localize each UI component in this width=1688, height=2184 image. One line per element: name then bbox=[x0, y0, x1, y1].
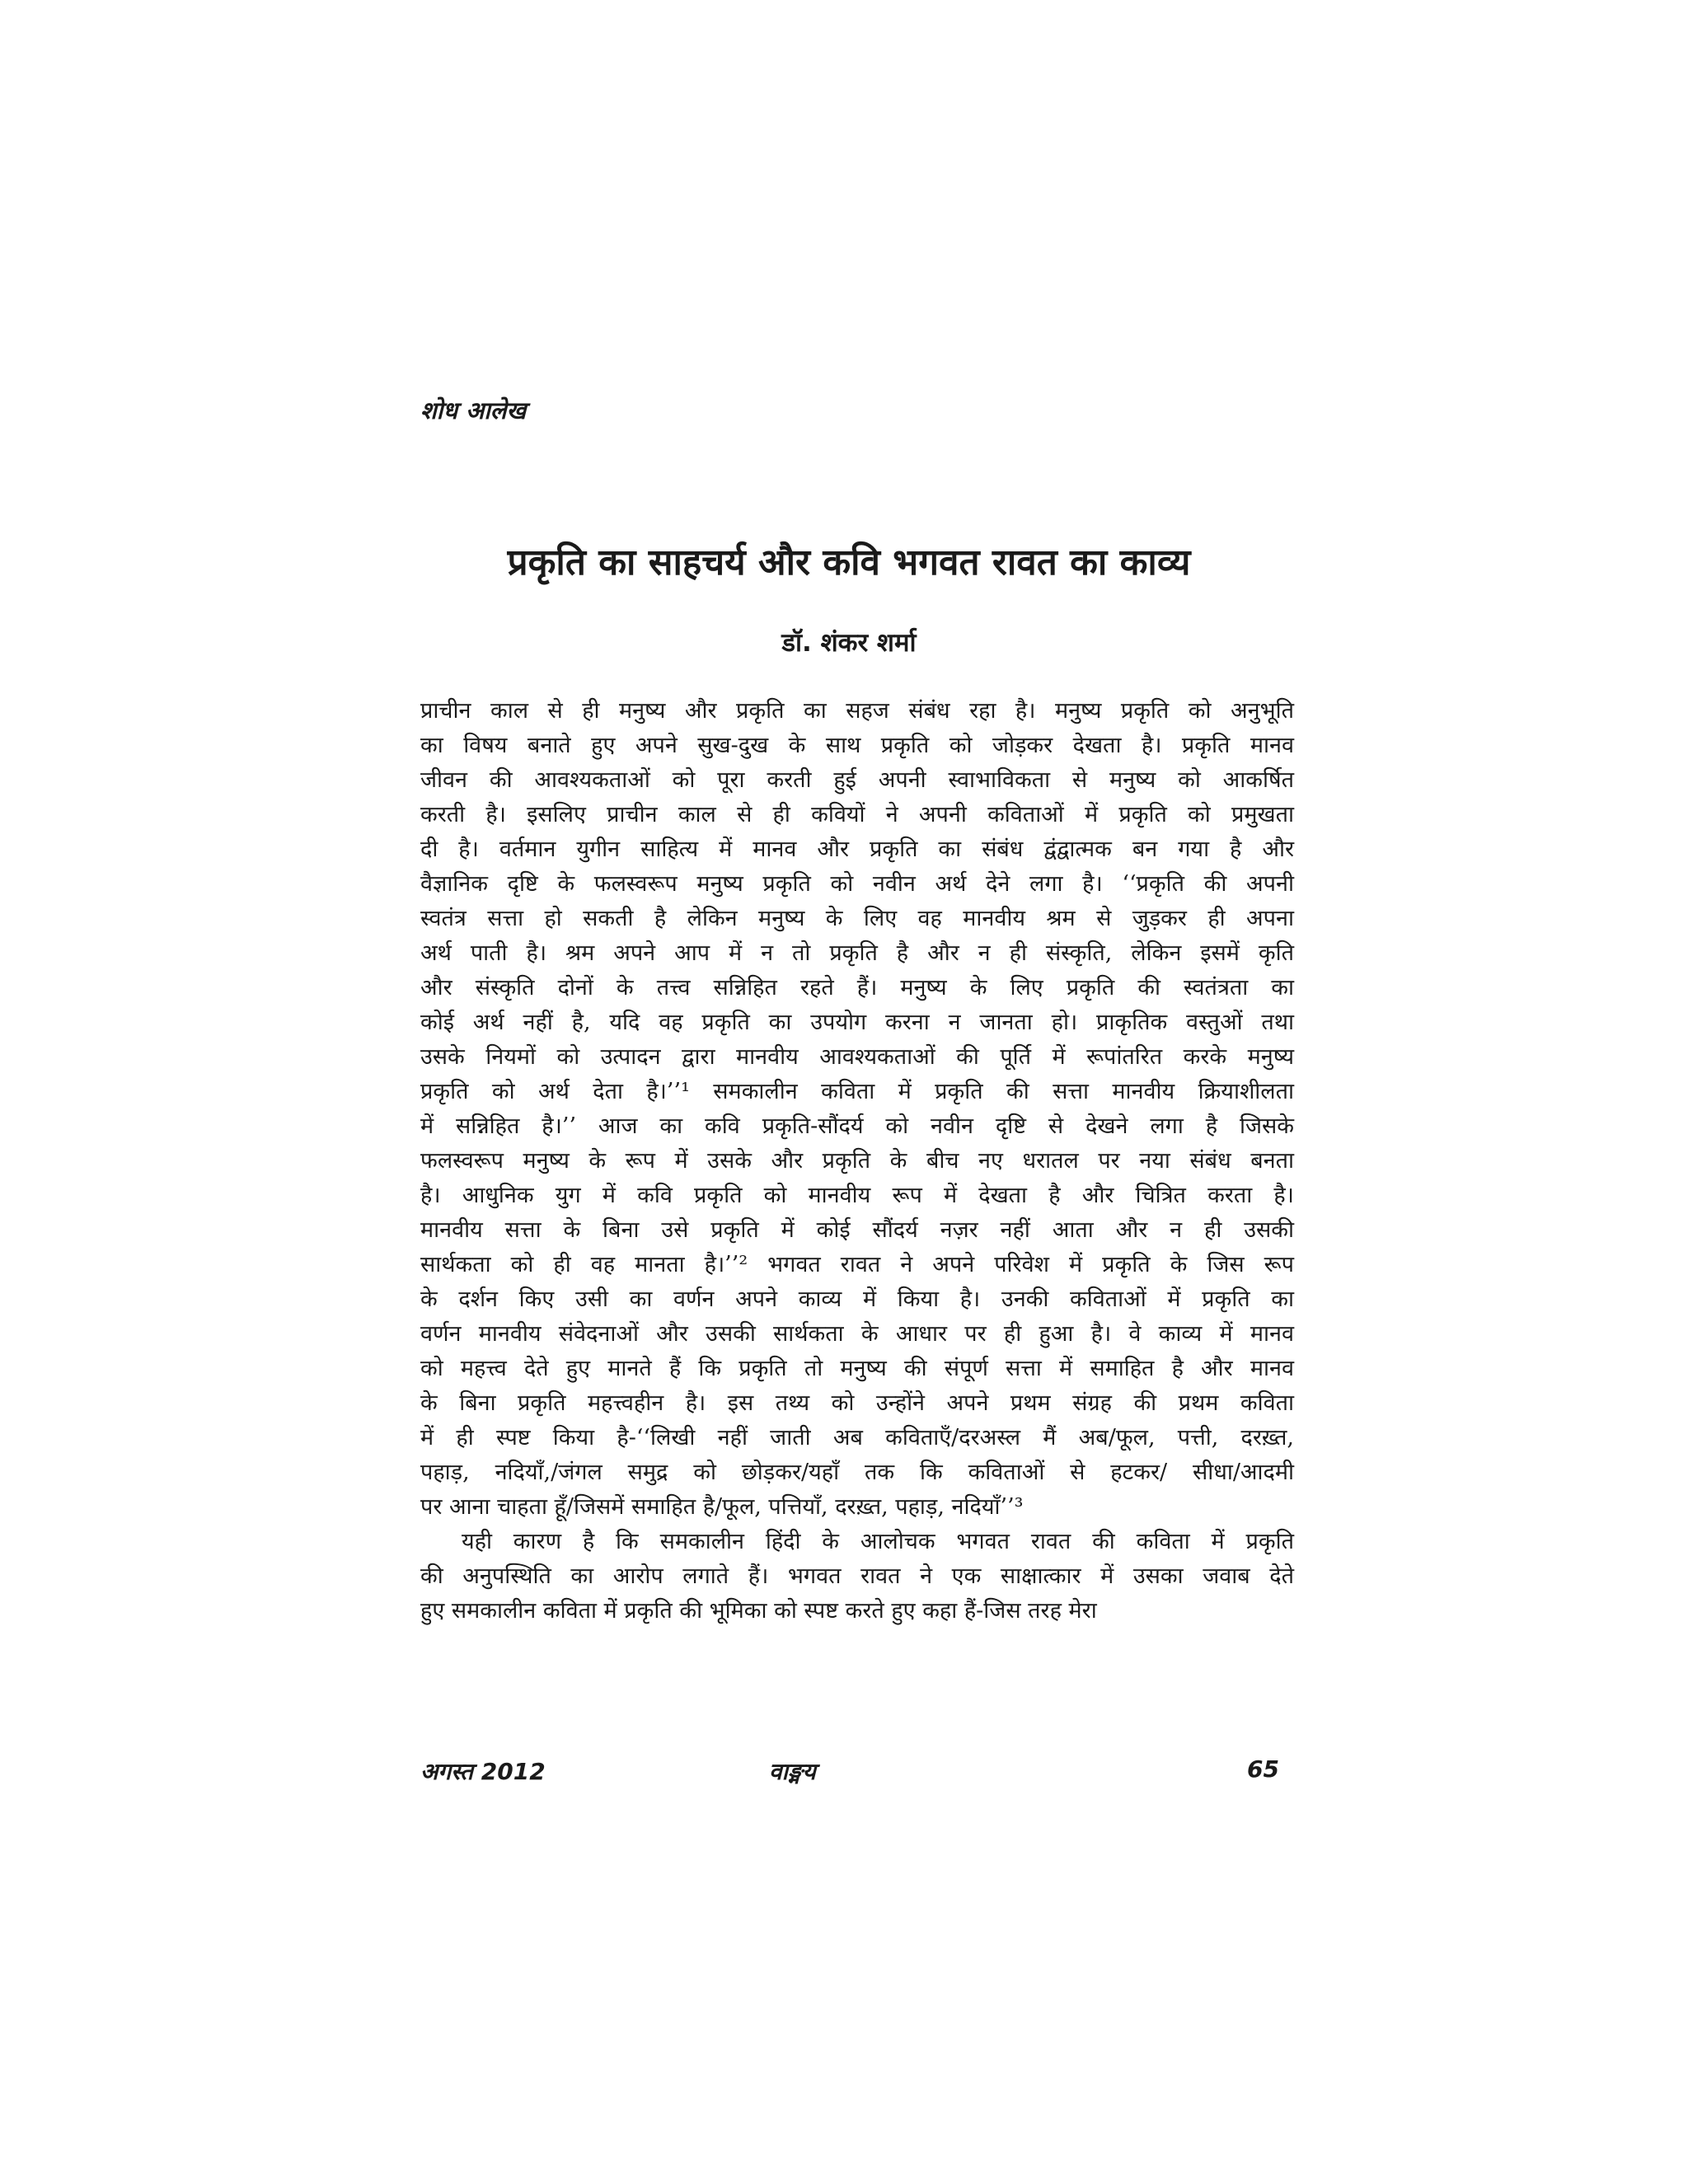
article-body bbox=[420, 694, 1294, 1629]
text-line: यही कारण है कि समकालीन हिंदी के आलोचक भगवत रावत की कविता में प्रकृति bbox=[462, 1529, 1294, 1554]
text-line: सार्थकता को ही वह मानता है।’’² भगवत रावत ने अपने परिवेश में प्रकृति के जिस रूप bbox=[420, 1252, 1294, 1277]
text-line: प्रकृति को अर्थ देता है।’’¹ समकालीन कविता में प्रकृति की सत्ता मानवीय क्रियाशीलता bbox=[420, 1079, 1294, 1104]
text-line: अर्थ पाती है। श्रम अपने आप में न तो प्रकृति है और न ही संस्कृति, लेकिन इसमें कृति bbox=[420, 940, 1294, 966]
text-line: मानवीय सत्ता के बिना उसे प्रकृति में कोई सौंदर्य नज़र नहीं आता और न ही उसकी bbox=[420, 1217, 1294, 1243]
text-line: के बिना प्रकृति महत्त्वहीन है। इस तथ्य को उन्होंने अपने प्रथम संग्रह की प्रथम कविता bbox=[420, 1390, 1294, 1416]
paragraph-2 bbox=[420, 1525, 1294, 1629]
text-line: में ही स्पष्ट किया है-‘‘लिखी नहीं जाती अब कविताएँ/दरअस्ल मैं अब/फूल, पत्ती, दरख़्त, bbox=[420, 1425, 1294, 1451]
text-line: पर आना चाहता हूँ/जिसमें समाहित है/फूल, पत्तियाँ, दरख़्त, पहाड़, नदियाँ’’³ bbox=[420, 1494, 1024, 1520]
text-line: का विषय बनाते हुए अपने सुख-दुख के साथ प्रकृति को जोड़कर देखता है। प्रकृति मानव bbox=[420, 733, 1294, 758]
text-line: करती है। इसलिए प्राचीन काल से ही कवियों ने अपनी कविताओं में प्रकृति को प्रमुखता bbox=[420, 802, 1294, 827]
text-line: है। आधुनिक युग में कवि प्रकृति को मानवीय रूप में देखता है और चित्रित करता है। bbox=[420, 1183, 1294, 1208]
text-line: दी है। वर्तमान युगीन साहित्य में मानव और प्रकृति का संबंध द्वंद्वात्मक बन गया है और bbox=[420, 837, 1294, 862]
text-line: पहाड़, नदियाँ,/जंगल समुद्र को छोड़कर/यहाँ तक कि कविताओं से हटकर/ सीधा/आदमी bbox=[420, 1460, 1294, 1485]
text-line: हुए समकालीन कविता में प्रकृति की भूमिका को स्पष्ट करते हुए कहा हैं-जिस तरह मेरा bbox=[420, 1598, 1097, 1624]
text-line: वर्णन मानवीय संवेदनाओं और उसकी सार्थकता के आधार पर ही हुआ है। वे काव्य में मानव bbox=[420, 1321, 1294, 1347]
text-line: फलस्वरूप मनुष्य के रूप में उसके और प्रकृति के बीच नए धरातल पर नया संबंध बनता bbox=[420, 1148, 1294, 1174]
text-line: उसके नियमों को उत्पादन द्वारा मानवीय आवश्यकताओं की पूर्ति में रूपांतरित करके मनुष्य bbox=[420, 1044, 1294, 1070]
footer-page-number: 65 bbox=[1247, 1755, 1279, 1783]
footer-journal-name: वाङ्मय bbox=[769, 1758, 816, 1785]
text-line: वैज्ञानिक दृष्टि के फलस्वरूप मनुष्य प्रकृति को नवीन अर्थ देने लगा है। ‘‘प्रकृति की अपनी bbox=[420, 871, 1294, 897]
text-line: के दर्शन किए उसी का वर्णन अपने काव्य में किया है। उनकी कविताओं में प्रकृति का bbox=[420, 1286, 1294, 1312]
text-line: स्वतंत्र सत्ता हो सकती है लेकिन मनुष्य के लिए वह मानवीय श्रम से जुड़कर ही अपना bbox=[420, 906, 1294, 931]
author-name: डॉ. शंकर शर्मा bbox=[781, 628, 917, 658]
text-line: प्राचीन काल से ही मनुष्य और प्रकृति का सहज संबंध रहा है। मनुष्य प्रकृति को अनुभूति bbox=[420, 698, 1294, 724]
text-line: जीवन की आवश्यकताओं को पूरा करती हुई अपनी स्वाभाविकता से मनुष्य को आकर्षित bbox=[420, 767, 1294, 793]
page-footer bbox=[420, 1755, 1294, 1788]
text-line: कोई अर्थ नहीं है, यदि वह प्रकृति का उपयोग करना न जानता हो। प्राकृतिक वस्तुओं तथा bbox=[420, 1010, 1294, 1035]
text-line: को महत्त्व देते हुए मानते हैं कि प्रकृति तो मनुष्य की संपूर्ण सत्ता में समाहित है और मानव bbox=[420, 1356, 1294, 1381]
text-line: में सन्निहित है।’’ आज का कवि प्रकृति-सौंदर्य को नवीन दृष्टि से देखने लगा है जिसके bbox=[420, 1113, 1294, 1139]
paragraph-1 bbox=[420, 694, 1294, 1525]
text-line: की अनुपस्थिति का आरोप लगाते हैं। भगवत रावत ने एक साक्षात्कार में उसका जवाब देते bbox=[420, 1563, 1294, 1589]
section-label: शोध आलेख bbox=[420, 396, 527, 424]
text-line: और संस्कृति दोनों के तत्त्व सन्निहित रहते हैं। मनुष्य के लिए प्रकृति की स्वतंत्रता का bbox=[420, 975, 1294, 1001]
article-title: प्रकृति का साहचर्य और कवि भगवत रावत का काव्य bbox=[507, 541, 1191, 583]
footer-date: अगस्त 2012 bbox=[420, 1758, 546, 1785]
